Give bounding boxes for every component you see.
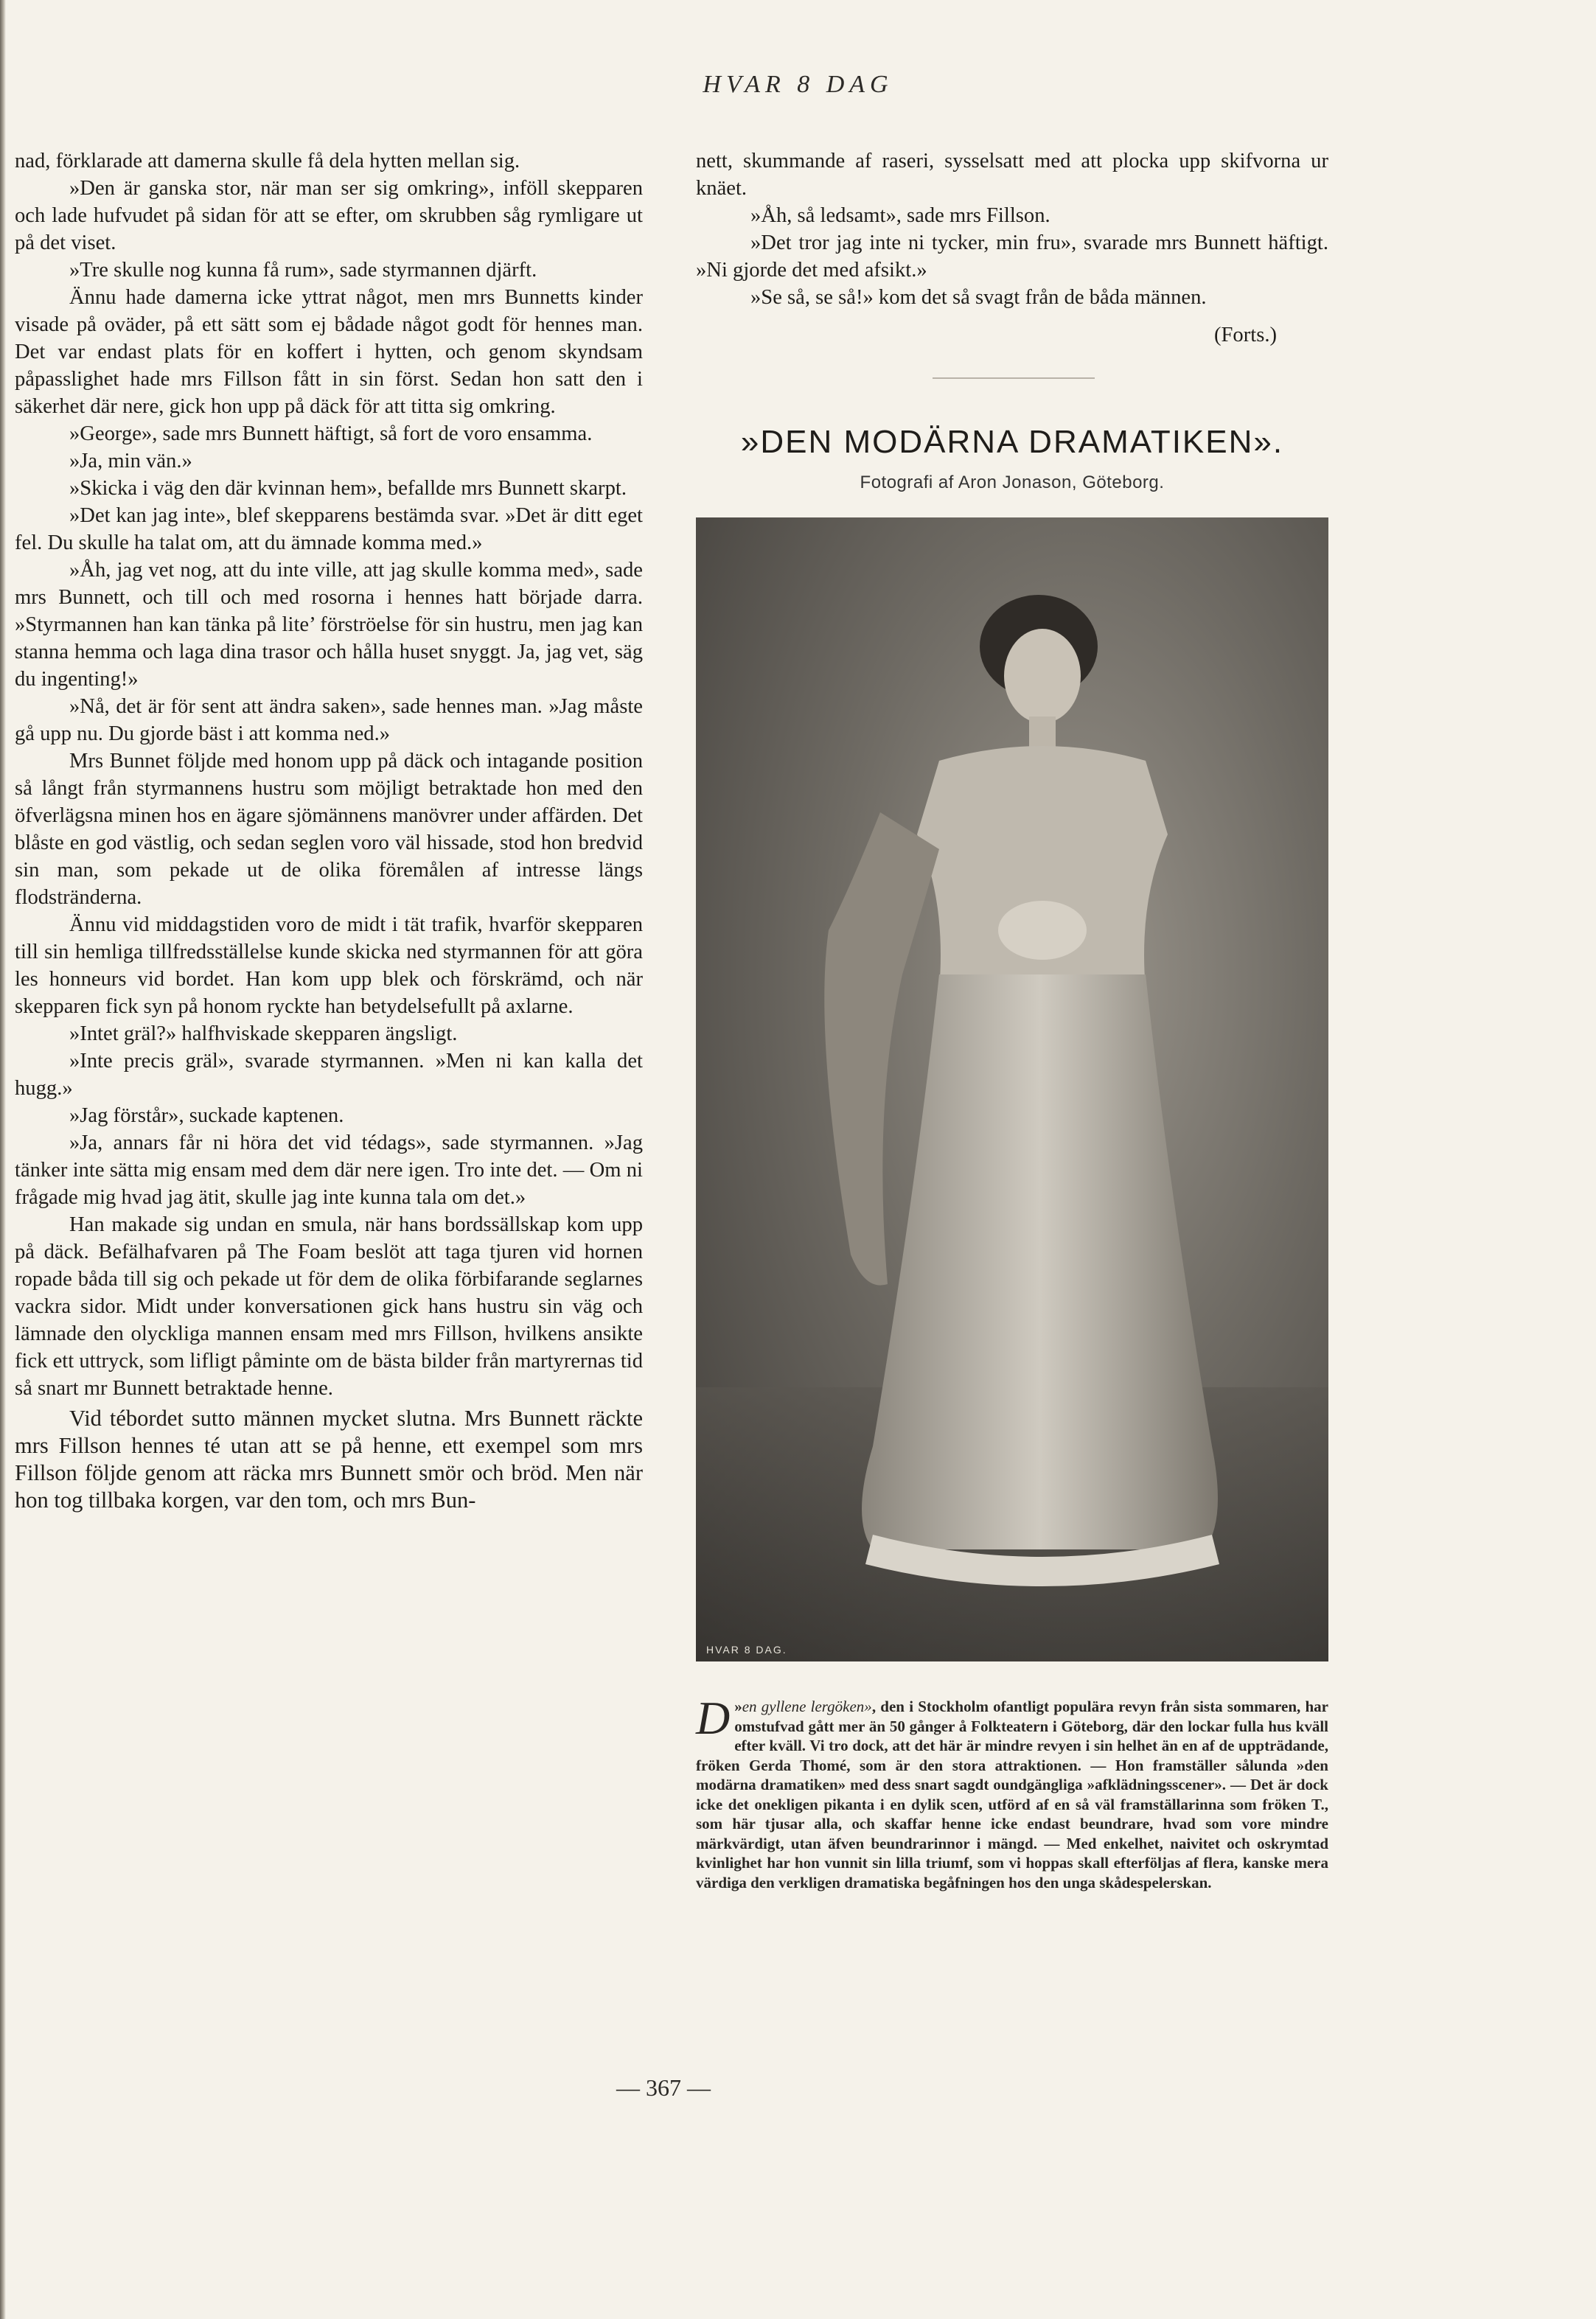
paragraph: Ännu hade damerna icke yttrat något, men mrs Bunnetts kinder visade på oväder, på ett sätt som ej bådade något godt för hennes man. Det var endast plats för en koffert i hytten, och genom skyndsam påpasslighet hade mrs Fillson fått in sin först. Sedan hon satt den i säkerhet där nere, gick hon upp på däck för att titta sig omkring.	[15, 286, 643, 418]
paragraph: »Åh, jag vet nog, att du inte ville, att jag skulle komma med», sade mrs Bunnett, och till och med rosorna i hennes hatt började darra. »Styrmannen han kan tänka på lite’ förströelse för sin hustru, men jag kan stanna hemma och laga dina trasor och hålla huset snyggt. Ja, jag vet, säg du ingenting!»	[15, 559, 643, 691]
page-binding-edge	[0, 0, 6, 2319]
paragraph: »Se så, se så!» kom det så svagt från de båda männen.	[750, 286, 1207, 309]
paragraph: nad, förklarade att damerna skulle få dela hytten mellan sig.	[15, 150, 520, 172]
paragraph: Han makade sig undan en smula, när hans bordssällskap kom upp på däck. Befälhafvaren på The Foam beslöt att taga tjuren vid hornen ropade båda till sig och pekade ut för dem de olika förbifarande seglarnes vackra sidor. Midt under konversationen gick hans hustru sin väg och lämnade den olyckliga mannen ensam med mrs Fillson, hvilkens ansikte fick ett uttryck, som lifligt påminte om de bästa bilder från martyrernas tid så snart mr Bunnett betraktade henne.	[15, 1213, 644, 1400]
paragraph: »Intet gräl?» halfhviskade skepparen ängsligt.	[69, 1022, 458, 1045]
paragraph: »Ja, annars får ni höra det vid tédags», sade styrmannen. »Jag tänker inte sätta mig ensam med dem där nere igen. Tro inte det. — Om ni frågade mig hvad jag ätit, skulle jag inte kunna tala om det.»	[15, 1131, 643, 1209]
paragraph: »Skicka i väg den där kvinnan hem», befallde mrs Bunnett skarpt.	[69, 477, 627, 500]
paragraph: »Nå, det är för sent att ändra saken», sade hennes man. »Jag måste gå upp nu. Du gjorde bäst i att komma ned.»	[15, 695, 643, 745]
page-number: — 367 —	[616, 2074, 711, 2101]
actress-photograph	[696, 517, 1328, 1661]
paragraph: Ännu vid middagstiden voro de midt i tät trafik, hvarför skepparen till sin hemliga tillfredsställelse kunde skicka ned styrmannen för att göra les honneurs vid bordet. Han kom upp blek och förskrämd, och när skepparen fick syn på honom ryckte han betydelsefullt på axlarne.	[15, 913, 643, 1018]
article-title: »DEN MODÄRNA DRAMATIKEN».	[740, 424, 1284, 460]
caption-text: , den i Stockholm ofantligt populära revyn från sista sommaren, har omstufvad gått mer än 50 gånger å Folkteatern i Göteborg, där den lockar fulla hus kväll efter kväll. Vi tro dock, att det här är mindre revyen i sin helhet än en af de uppträdande, fröken Gerda Thomé, som är den stora attraktionen. — Hon framställer sålunda »den modärna dramatiken» med dess snart sagdt oundgängliga »afklädningsscener». — Det är dock icke det onekligen pikanta i en dylik scen, utförd af en så väl framställarinna som fröken T., som här tjusar alla, och skaffar henne icke endast beundrare, hvad som vore mindre märkvärdigt, utan äfven beundrarinnor i mängd. — Med enkelhet, naivitet och oskrymtad kvinlighet har hon vunnit sin lilla triumf, som vi hoppas skall efterföljas af flera, kanske mera värdiga den verkligen dramatiska begåfningen hos den unga skådespelerskan.	[696, 1698, 1328, 1891]
paragraph: »Ja, min vän.»	[69, 450, 192, 472]
paragraph: »Det kan jag inte», blef skepparens bestämda svar. »Det är ditt eget fel. Du skulle ha talat om, att du ämnade komma med.»	[15, 504, 643, 554]
paragraph: »Jag förstår», suckade kaptenen.	[69, 1104, 344, 1127]
paragraph: »Inte precis gräl», svarade styrmannen. »Men ni kan kalla det hugg.»	[15, 1050, 643, 1100]
photo-watermark: HVAR 8 DAG.	[706, 1644, 787, 1656]
continued-note: (Forts.)	[1214, 324, 1277, 346]
photo-credit: Fotografi af Aron Jonason, Göteborg.	[860, 472, 1165, 492]
photo-caption	[696, 1692, 1328, 1892]
paragraph: »George», sade mrs Bunnett häftigt, så fort de voro ensamma.	[69, 422, 593, 445]
paragraph: »Det tror jag inte ni tycker, min fru», svarade mrs Bunnett häftigt. »Ni gjorde det med afsikt.»	[696, 231, 1328, 282]
paragraph: Mrs Bunnet följde med honom upp på däck och intagande position så långt från styrmannens hustru som möjligt betraktade hon med den öfverlägsna minen hos en ägare sjömännens manövrer under affärden. Det blåste en god västlig, och sedan seglen voro väl hissade, stod hon bredvid sin man, som pekade ut de olika föremålen af intresse längs flodstränderna.	[15, 750, 643, 909]
right-text-column	[696, 147, 1328, 349]
paragraph: »Åh, så ledsamt», sade mrs Fillson.	[750, 204, 1050, 227]
paragraph: »Den är ganska stor, när man ser sig omkring», inföll skepparen och lade hufvudet på sidan för att se efter, om skrubben såg rymligare ut på det viset.	[15, 177, 643, 254]
running-head: HVAR 8 DAG	[703, 71, 893, 98]
section-divider	[933, 377, 1095, 379]
caption-title: en gyllene lergöken»	[742, 1698, 872, 1715]
caption-drop-cap: D	[696, 1692, 731, 1744]
actress-figure-illustration	[696, 517, 1328, 1661]
left-text-column	[15, 147, 643, 1514]
paragraph: nett, skummande af raseri, sysselsatt med att plocka upp skifvorna ur knäet.	[696, 150, 1328, 200]
paragraph: »Tre skulle nog kunna få rum», sade styrmannen djärft.	[69, 259, 537, 282]
paragraph: Vid tébordet sutto männen mycket slutna. Mrs Bunnett räckte mrs Fillson hennes té utan att se på henne, ett exempel som mrs Fillson följde genom att räcka mrs Bunnett smör och bröd. Men när hon tog tillbaka korgen, var den tom, och mrs Bun-	[15, 1406, 643, 1513]
caption-open-quote: »	[734, 1698, 742, 1715]
